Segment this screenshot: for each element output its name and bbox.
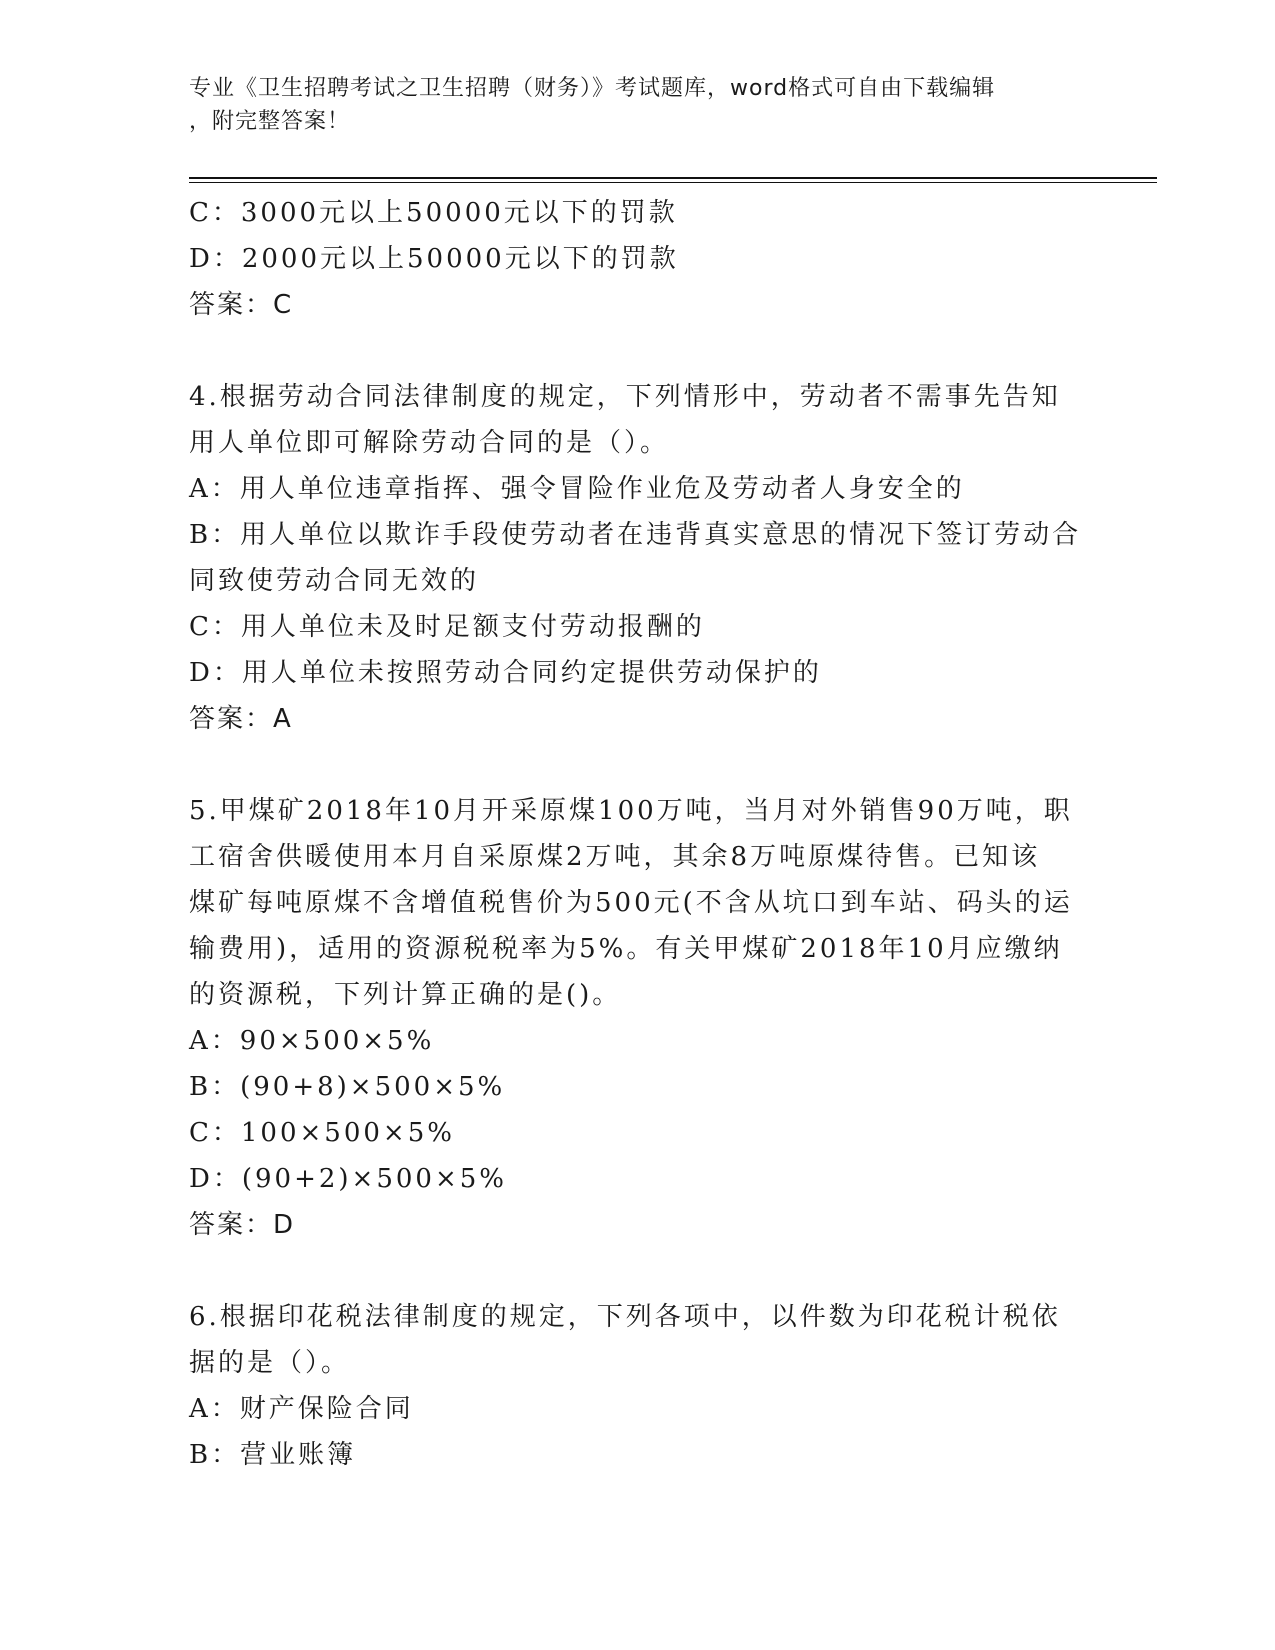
header-line-1: 专业《卫生招聘考试之卫生招聘（财务）》考试题库，word格式可自由下载编辑 bbox=[189, 76, 996, 101]
question-6 bbox=[189, 1294, 1089, 1478]
question-3 bbox=[189, 190, 1089, 328]
question-stem-cont: 煤矿每吨原煤不含增值税售价为500元(不含从坑口到车站、码头的运 bbox=[189, 888, 1073, 918]
option-a: A：90×500×5% bbox=[189, 1026, 435, 1056]
option-c: C：3000元以上50000元以下的罚款 bbox=[189, 198, 678, 228]
question-4 bbox=[189, 374, 1089, 742]
option-c: C：100×500×5% bbox=[189, 1118, 455, 1148]
document-header bbox=[189, 72, 1089, 138]
option-b: B：营业账簿 bbox=[189, 1440, 357, 1470]
question-stem-cont: 工宿舍供暖使用本月自采原煤2万吨，其余8万吨原煤待售。已知该 bbox=[189, 842, 1041, 872]
option-a: A：用人单位违章指挥、强令冒险作业危及劳动者人身安全的 bbox=[189, 474, 965, 504]
answer-line: 答案：D bbox=[189, 1210, 296, 1240]
option-a: A：财产保险合同 bbox=[189, 1394, 414, 1424]
question-stem-cont: 据的是（）。 bbox=[189, 1348, 351, 1378]
question-stem-cont: 的资源税，下列计算正确的是()。 bbox=[189, 980, 622, 1010]
question-stem: 5.甲煤矿2018年10月开采原煤100万吨，当月对外销售90万吨，职 bbox=[189, 796, 1073, 826]
spacer bbox=[189, 742, 1089, 788]
answer-line: 答案：A bbox=[189, 704, 293, 734]
option-c: C：用人单位未及时足额支付劳动报酬的 bbox=[189, 612, 705, 642]
header-line-2: ，附完整答案！ bbox=[189, 109, 351, 134]
option-d: D：(90+2)×500×5% bbox=[189, 1164, 507, 1194]
option-d: D：2000元以上50000元以下的罚款 bbox=[189, 244, 679, 274]
question-list bbox=[189, 190, 1089, 1478]
spacer bbox=[189, 328, 1089, 374]
question-stem-cont: 输费用)，适用的资源税税率为5%。有关甲煤矿2018年10月应缴纳 bbox=[189, 934, 1063, 964]
header-divider bbox=[189, 177, 1157, 183]
option-d: D：用人单位未按照劳动合同约定提供劳动保护的 bbox=[189, 658, 822, 688]
question-stem: 6.根据印花税法律制度的规定，下列各项中，以件数为印花税计税依 bbox=[189, 1302, 1061, 1332]
spacer bbox=[189, 1248, 1089, 1294]
answer-line: 答案：C bbox=[189, 290, 294, 320]
option-b: B：用人单位以欺诈手段使劳动者在违背真实意思的情况下签订劳动合 bbox=[189, 520, 1082, 550]
question-stem-cont: 用人单位即可解除劳动合同的是（）。 bbox=[189, 428, 670, 458]
option-b-cont: 同致使劳动合同无效的 bbox=[189, 566, 480, 596]
option-b: B：(90+8)×500×5% bbox=[189, 1072, 506, 1102]
question-5 bbox=[189, 788, 1089, 1248]
question-stem: 4.根据劳动合同法律制度的规定，下列情形中，劳动者不需事先告知 bbox=[189, 382, 1061, 412]
